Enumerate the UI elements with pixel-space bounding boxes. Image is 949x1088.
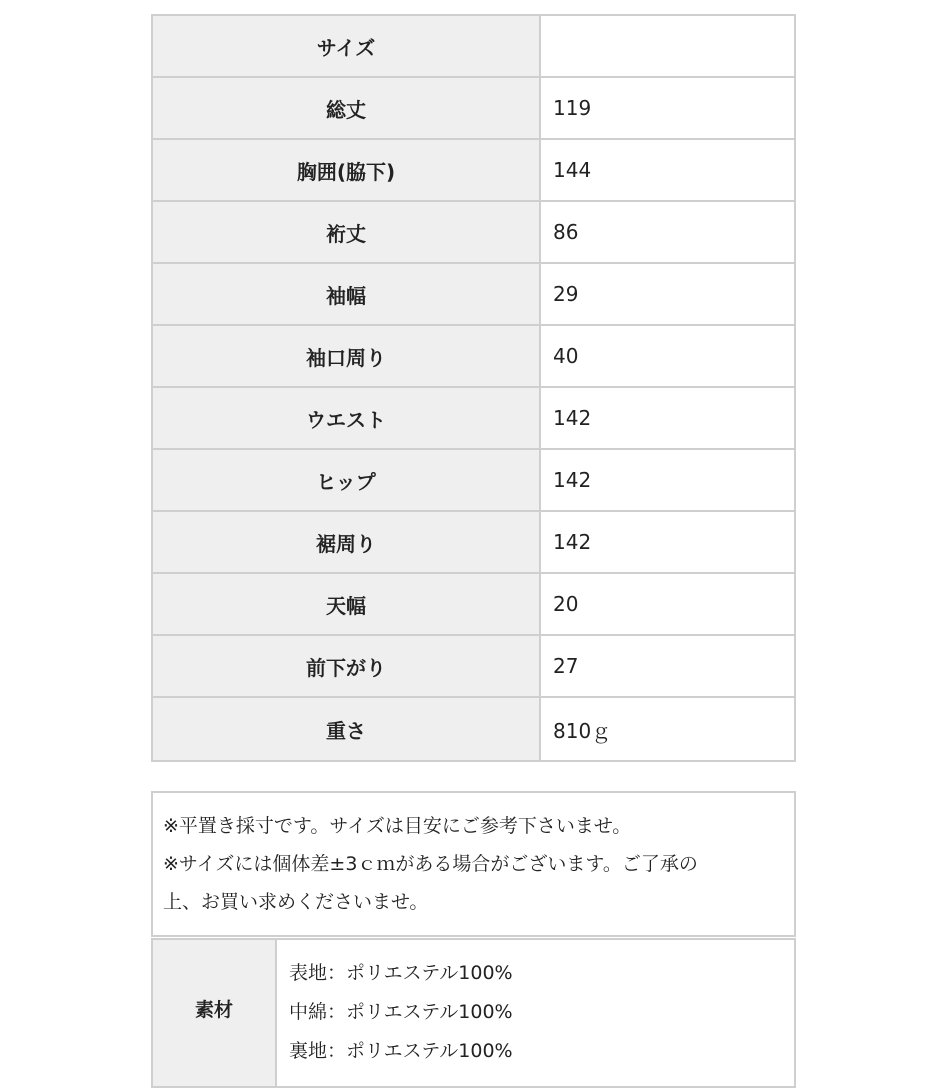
table-row: [153, 698, 794, 760]
row-label: 天幅: [153, 574, 541, 636]
row-value: 29: [541, 264, 794, 326]
note-line: ※サイズには個体差±3ｃｍがある場合がございます。ご了承の: [163, 853, 698, 875]
material-table: [151, 938, 796, 1088]
row-label: 前下がり: [153, 636, 541, 698]
table-row: [153, 512, 794, 574]
table-row: [153, 450, 794, 512]
material-item: 中綿：ポリエステル100%: [289, 1001, 513, 1023]
row-label: 裾周り: [153, 512, 541, 574]
material-item: 表地：ポリエステル100%: [289, 962, 513, 984]
table-row: [153, 16, 794, 78]
size-table: [151, 14, 796, 762]
table-row: [153, 574, 794, 636]
material-item: 裏地：ポリエステル100%: [289, 1040, 513, 1062]
material-label: 素材: [153, 940, 277, 1086]
row-label: 袖幅: [153, 264, 541, 326]
row-value: 142: [541, 512, 794, 574]
table-row: [153, 78, 794, 140]
note-line: ※平置き採寸です。サイズは目安にご参考下さいませ。: [163, 815, 632, 837]
row-value: [541, 16, 794, 78]
table-row: [153, 388, 794, 450]
material-list: [277, 940, 794, 1086]
row-value: 142: [541, 450, 794, 512]
row-label: ウエスト: [153, 388, 541, 450]
table-row: [153, 636, 794, 698]
row-label: ヒップ: [153, 450, 541, 512]
row-value: 142: [541, 388, 794, 450]
note-line: 上、お買い求めくださいませ。: [163, 891, 429, 913]
row-label: 胸囲(脇下): [153, 140, 541, 202]
table-row: [153, 140, 794, 202]
row-value: 86: [541, 202, 794, 264]
row-label: 総丈: [153, 78, 541, 140]
row-value: 27: [541, 636, 794, 698]
row-label: 裄丈: [153, 202, 541, 264]
row-label: 重さ: [153, 698, 541, 760]
sizing-notes: [151, 791, 796, 937]
table-row: [153, 202, 794, 264]
row-value: 144: [541, 140, 794, 202]
table-row: [153, 264, 794, 326]
row-label: サイズ: [153, 16, 541, 78]
row-value: 119: [541, 78, 794, 140]
row-label: 袖口周り: [153, 326, 541, 388]
row-value: 40: [541, 326, 794, 388]
row-value: 810ｇ: [541, 698, 794, 760]
row-value: 20: [541, 574, 794, 636]
table-row: [153, 326, 794, 388]
